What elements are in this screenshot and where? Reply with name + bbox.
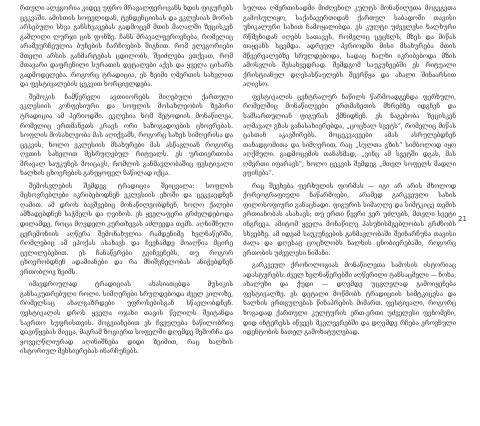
paragraph: სულთა ღმერთისადმი მიძღვნილ კულტს მონაწილეთა მოგეგეთა გამოსულიყო, საქანავერთიდან ქართულ საბადოში თავისი უნიკალური სახით ჩამოყალიბდა. ეს კულტი უძველესი ხალხური რწმენიდან იღებს სათავეს, რომელიც ცეცხლს, მზეს და მიწას თაყვანს სცემდა. ადრეულ პერიოდში მისი მსახურება მთის მწვერვალებზე სრულდებოდა, სადაც ხალხი იკრიბებოდა მზის ამოსვლის შესახვედრად. შემდგომ საუკუნეებში ეს რიტუალი ქრისტიანულ დღესასწაულებს შეერწყა და ახალი შინაარსით აღივსო.: [243, 5, 456, 89]
paragraph: რთული ალეგორია კიდევ უფრო მრავალფეროვანს ხდის ფიგურებს ცეკვაში. ამისთის სოფელიდან, ტენდენციისას და ეკლესიას მორის არსებული სხვა განსხვავებას გადმოცემ მთის მაღალში ზეცისკენ გაშლილი ლურჯი ცის ფონზე. ჩანს მრავალფეროვნება, რომელიც არამეურჩეულია ბუნების ჩარჩოების შიგნით. რომ ელეგორიები მთელი არსის განმარტებას ცდილობს, შეიძლება ვთქვათ, რომ მთავარი დაფრენილი სურათის დეტალები აქვს და ყველა ცისარს გადმოდელება. როგორც ტრადიცია, ეს ზეიმი ღმერთის სახელით და ფესტივალების ცეკვით ხორციელდება.: [20, 5, 233, 89]
paragraph: გარკვეულ ქრონოლოგიას მონაწილეთა სამოსის ისტორიაც ადასტურებს: ძველ ხელნაწერებში აღწერილი ტანსაცმელი — ჩოხა, ახალუხი და ქუდი — დღემდე უცვლელად გამოიყენება ფესტივალზე. ეს დეტალი მოწმობს ტრადიციის სიმტკიცესა და ხალხის ერთგულებას წინაპრების მიმართ. ფესტივალი, როგორც ზოგადად ქართული კულტურის ერთ-ერთი უძველესი ფენომენი, დიდ ინტერესს იწვევს მკვლევრებში და დღემდე რჩება ეროვნული იდენტობის ნათელ გამოხატულებად.: [243, 262, 456, 337]
page-number: 21: [458, 215, 467, 223]
left-text-column: [20, 4, 233, 360]
paragraph: რაც შეეხება ფერხულის ფორმას — იგი არ არის მხოლოდ ქორეოგრაფიული ნაწარმოები, არამედ გარკვეული სახის ფილოსოფიური განაცხადი. ფიგურის სიმაღლე და სიმტკიცე თემის ერთიანობას ასახავს; თუ ერთი წევრი ვერ უძლებს, მთელი სვეტი ინგრევა. ამიტომ ყველა მონაწილე პასუხისმგებლობას გრძნობს სხვებზე. ამ იდეამ საუკუნეების განმავლობაში შეინარჩუნა თავისი ძალა და დღესაც ცოცხლობს ხალხის ცნობიერებაში, როგორც ერთობის უძველესი ნიშანი.: [243, 182, 456, 257]
paragraph: შემოსვლების შემდეგ ტრადიცია შეიცვალა: სოფლის მცხოვრებლები იკრიბებოდნენ ეკლესიის ეზოში და ცეკვავდნენ ღამით. ამ დროს ბავშვებიც მონაწილეობდნენ, ხოლო ქალები ამზადებდნენ საჭმელს და ღვინოს. ეს ყველაფერი გრძელდებოდა დილამდე, როცა მღვდელი კურთხევას აძლევდა თემს. აღნიშნული ცერემონიის აღწერა შემონახულია რამდენიმე ხელნაწერში, რომლებიც ამ ეპოქას ასახავს და ჩვენამდე მოაღწია მცირე ცვლილებებით. ეს ჩანაწერები გვიჩვენებს, თუ როგორ ცხოვრობდნენ ადამიანები და რა მნიშვნელობას ანიჭებდნენ ერთობლივ ზეიმს.: [20, 182, 233, 276]
right-text-column: [243, 4, 456, 341]
paragraph: შემოკის ჩამწერელი ავთიიორებს მიღებული ქართული ეკლესიის კონფესიური და სოფლის მოსახლეობის ზეპირი ტრადიცია ამ პერიოდში. ეკლესია ხომ მეტოდიის მონაწილეა, რომელიც ერთმანეთს კრავს ორი საზოგადოების ცხოვრებას. სოფლის მოსახლეობა მას აღიქვამს, როგორც სახეს სიმღერისა და ცეკვის, ხოლო ეკლესიის მსახურები მას ასწავლიან როგორც ღვთის სახელით შესრულებულ რიტუალს. ეს ურთიერთობა მრავალ საუკუნეს მოიცავს, რომლის განმავლობაშიც ფესტივალი ხალხის ცხოვრების განუყოფელ ნაწილად იქცა.: [20, 93, 233, 178]
paragraph: იმავდროულად ტრადიციას ახასიათებდა მუსიკის განსაკუთრებული როლი. სიმღერები სრულდებოდა ძველ კილოზე, რომელსაც ახალგაზრდები უფროსებისგან სწავლობდნენ. ფესტივალის დროს ყველა ოჯახი თავის წვლილს შეიტანდა საერთო სუფრისთვის. მოგვიანებით ეს ჩვეულება ნაწილობრივ დავიწყებას მიეცა, მაგრამ ზოგიერთ სოფელში დღემდე შემორჩა და ყოველწლიურად აღინიშნება დიდი ზეიმით, რაც ხალხის ისტორიულ მეხსიერებას ინარჩუნებს.: [20, 281, 233, 356]
paragraph: ფესტივალის ცენტრალურ ნაწილს წარმოადგენდა ფერხული, რომელშიც მონაწილეები ერთმანეთის მხრებზე იდგნენ და სამსართულიან ფიგურას ქმნიდნენ. ეს ნაგებობა ზეცისკენ აღმავალ გზას განასახიერებდა, „ცოცხალ სვეტს“, რომელიც მიწას ცასთან აკავშირებს. მოცეკვავეები ამას ასრულებდნენ თანადგომითა და სიმღერით, რაც „სულთა გზის“ სიმბოლოდ იყო აღქმული. გადმოცემის თანახმად, „ვინც ამ სვეტში დგას, მას ღმერთი იფარავს“, ხოლო ცეკვის შემდეგ „მთელ სოფელს მადლი ეფინება“.: [243, 93, 456, 178]
